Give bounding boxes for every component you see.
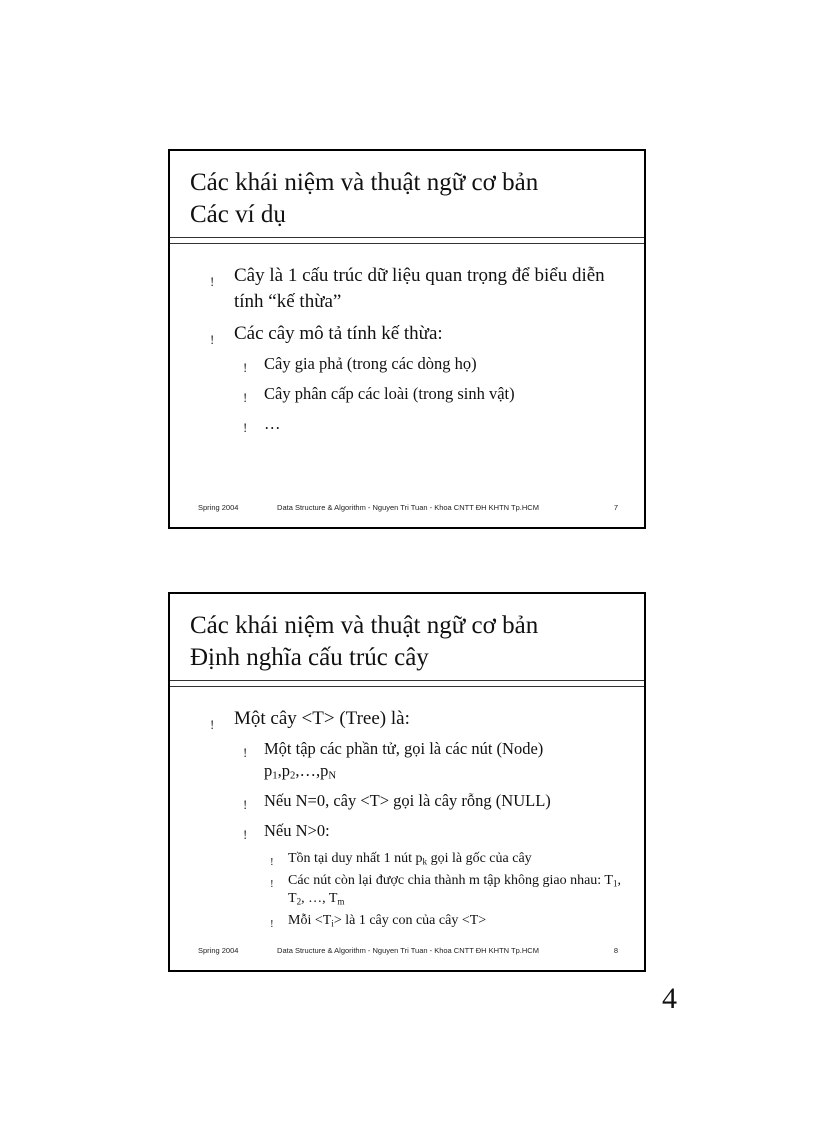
bullet-level2: [170, 413, 636, 435]
bullet-level3: [170, 912, 636, 930]
footer-date: Spring 2004: [198, 503, 239, 512]
bullet-marker-icon: !: [243, 745, 248, 760]
footer-course: Data Structure & Algorithm - Nguyen Tri Tuan - Khoa CNTT ĐH KHTN Tp.HCM: [277, 946, 539, 955]
bullet-list: [170, 706, 636, 934]
slide-8: [168, 592, 646, 972]
footer-slide-number: 7: [613, 503, 618, 512]
bullet-text-continuation: $p_1,p_2,\dots,p_N$: [264, 761, 337, 782]
slide-title-line1: Các khái niệm và thuật ngữ cơ bản: [190, 169, 539, 196]
bullet-text: Các nút còn lại được chia thành m tập không giao nhau: $T_1$, $T_2$, …, $T_m$: [288, 873, 622, 907]
bullet-marker-icon: !: [270, 878, 274, 890]
footer-slide-number: 8: [613, 946, 618, 955]
bullet-level1: [170, 706, 636, 732]
bullet-list: [170, 263, 636, 443]
bullet-level1: [170, 263, 636, 315]
bullet-marker-icon: !: [270, 918, 274, 930]
bullet-level2: [170, 820, 636, 842]
footer-course: Data Structure & Algorithm - Nguyen Tri Tuan - Khoa CNTT ĐH KHTN Tp.HCM: [277, 503, 539, 512]
bullet-level3: [170, 872, 636, 908]
bullet-level2: [170, 790, 636, 812]
bullet-level2: [170, 353, 636, 375]
slide-title: [190, 167, 634, 231]
bullet-text: Cây là 1 cấu trúc dữ liệu quan trọng để biểu diễn tính “kế thừa”: [234, 265, 605, 312]
bullet-marker-icon: !: [270, 856, 274, 868]
bullet-text: Nếu N=0, cây <T> gọi là cây rỗng (NULL): [264, 791, 551, 810]
bullet-level2: [170, 738, 636, 782]
page-number: 4: [662, 982, 677, 1015]
bullet-text: Một cây <T> (Tree) là:: [234, 708, 410, 729]
bullet-marker-icon: !: [210, 717, 215, 732]
bullet-marker-icon: !: [243, 420, 248, 435]
bullet-marker-icon: !: [243, 390, 248, 405]
slide-title-line2: Định nghĩa cấu trúc cây: [190, 644, 429, 671]
bullet-text: Cây phân cấp các loài (trong sinh vật): [264, 384, 515, 403]
bullet-marker-icon: !: [243, 827, 248, 842]
bullet-text: Các cây mô tả tính kế thừa:: [234, 323, 443, 344]
bullet-level3: [170, 850, 636, 868]
title-divider-bottom: [170, 243, 644, 244]
bullet-marker-icon: !: [210, 332, 215, 347]
title-divider-top: [170, 680, 644, 681]
bullet-text: …: [264, 414, 281, 433]
bullet-marker-icon: !: [243, 360, 248, 375]
bullet-text: Mỗi $<T_i>$ là 1 cây con của cây <T>: [288, 913, 487, 929]
slide-title-line1: Các khái niệm và thuật ngữ cơ bản: [190, 612, 539, 639]
bullet-text: Cây gia phả (trong các dòng họ): [264, 354, 477, 373]
bullet-text: Một tập các phần tử, gọi là các nút (Node): [264, 739, 544, 758]
bullet-level1: [170, 321, 636, 347]
slide-footer: [198, 946, 618, 960]
bullet-marker-icon: !: [243, 797, 248, 812]
footer-date: Spring 2004: [198, 946, 239, 955]
bullet-level2: [170, 383, 636, 405]
title-divider-top: [170, 237, 644, 238]
bullet-text: Tồn tại duy nhất 1 nút $p_k$ gọi là gốc của cây: [288, 851, 532, 867]
title-divider-bottom: [170, 686, 644, 687]
slide-title-line2: Các ví dụ: [190, 201, 286, 228]
slide-title: [190, 610, 634, 674]
slide-7: [168, 149, 646, 529]
bullet-marker-icon: !: [210, 274, 215, 289]
slide-footer: [198, 503, 618, 517]
bullet-text: Nếu N>0:: [264, 821, 330, 840]
